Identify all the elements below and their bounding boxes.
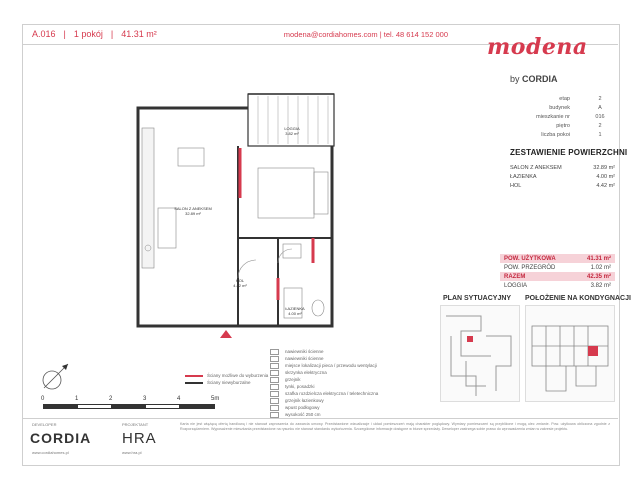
detail-label: piętro: [556, 122, 570, 129]
compass-icon: [38, 358, 74, 394]
project-url[interactable]: www.hra.pl: [122, 450, 142, 455]
room-areas: [510, 163, 615, 190]
salon-area: 32.89 m²: [185, 211, 201, 216]
table: [178, 148, 204, 166]
summary-title: ZESTAWIENIE POWIERZCHNI: [510, 148, 628, 157]
door-swing: [278, 249, 292, 263]
hol-name: HOL: [235, 278, 245, 283]
detail-row: [500, 103, 610, 112]
detail-value: 016: [595, 113, 605, 120]
room-name: SALON Z ANEKSEM: [510, 164, 562, 171]
legend-swatch: [270, 363, 279, 369]
total-label: RAZEM: [504, 273, 526, 280]
legend-label: grzejnik łazienkowy: [285, 398, 324, 403]
legend-row: [270, 411, 378, 418]
legend-label: grzejnik: [285, 377, 301, 382]
room-label-hol: [225, 278, 255, 288]
detail-value: 1: [598, 131, 602, 138]
separator: |: [110, 29, 114, 39]
total-label: LOGGIA: [504, 282, 528, 289]
hra-logo: HRA: [122, 430, 157, 447]
legend-row: [270, 355, 378, 362]
wall-legend: [185, 372, 268, 386]
room-area: 4.42 m²: [596, 182, 615, 189]
total-row: [500, 272, 615, 281]
room-label-loggia: [272, 126, 312, 136]
salon-name: SALON Z ANEKSEM: [174, 206, 212, 211]
floor-position-map: [525, 305, 615, 402]
situational-plan-map: [440, 305, 520, 402]
building-marker: [467, 336, 473, 342]
wall-legend-label: Ściany możliwe do wyburzenia: [207, 373, 269, 378]
washbasin: [283, 244, 301, 258]
legend-label: wysokość 250 cm: [285, 412, 321, 417]
wall-legend-swatch: [185, 382, 203, 384]
footer-divider: [22, 418, 618, 419]
wall-legend-row: [185, 372, 268, 379]
scale-tick: 5m: [211, 396, 220, 402]
detail-value: 2: [598, 122, 602, 129]
apartment-details: [500, 94, 610, 139]
scale-segment: [179, 404, 215, 409]
legend-label: nawiewniki ścienne: [285, 356, 324, 361]
rooms-label: 1 pokój: [73, 29, 103, 39]
legend-label: nawiewniki ścienne: [285, 349, 324, 354]
legend-swatch: [270, 370, 279, 376]
separator: |: [63, 29, 66, 39]
legend-label: miejsce lokalizacji pieca / przewodu wentylacji: [285, 363, 377, 368]
total-value: 41.31 m²: [586, 255, 611, 262]
toilet: [312, 300, 324, 316]
legend-row: [270, 404, 378, 411]
apartment-marker: [588, 346, 598, 356]
detail-label: budynek: [549, 104, 570, 111]
symbol-legend: [270, 348, 378, 418]
floor-plan: [128, 88, 348, 338]
detail-row: [500, 121, 610, 130]
detail-value: 2: [598, 95, 602, 102]
loggia-outline: [248, 94, 334, 146]
room-label-salon: [168, 206, 218, 216]
disclaimer-text: Karta nie jest wiążącą ofertą handlową i nie stanowi zaproszenia do zawarcia umowy. Przedstawione wizualizacje i układ pomieszczeń mają charakter poglądowy. Wymiary pomieszczeń są przybliżone i mogą ulec zmianie. Pow. użytkowa obliczona zgodnie z Rozporządzeniem. Wyposażenie mieszkania przedstawione na rysunku nie stanowi standardu wykończenia. Szczegółowe informacje dostępne w biurze sprzedaży. Deweloper zastrzega sobie prawo do wprowadzenia zmian w zakresie projektu.: [180, 422, 610, 431]
modena-logo: modena: [487, 34, 588, 60]
legend-label: tynki, posadzki: [285, 384, 315, 389]
legend-label: skrzynka elektryczna: [285, 370, 327, 375]
detail-label: etap: [559, 95, 570, 102]
kitchen-counter: [142, 128, 154, 268]
legend-row: [270, 348, 378, 355]
entrance-arrow: [220, 330, 232, 338]
room-row: [510, 163, 615, 172]
floor-position-title: POŁOŻENIE NA KONDYGNACJI: [525, 295, 631, 302]
total-row: [500, 281, 615, 290]
scale-segment: [145, 404, 181, 409]
legend-swatch: [270, 377, 279, 383]
area-totals: [500, 254, 615, 290]
scale-segment: [111, 404, 147, 409]
room-name: ŁAZIENKA: [510, 173, 537, 180]
room-label-lazienka: [280, 306, 310, 316]
lazienka-area: 4.00 m²: [288, 311, 302, 316]
situational-plan-title: PLAN SYTUACYJNY: [443, 295, 512, 302]
legend-swatch: [270, 398, 279, 404]
project-label: PROJEKTANT: [122, 422, 149, 427]
detail-row: [500, 130, 610, 139]
scale-tick: 1: [75, 396, 79, 402]
legend-row: [270, 397, 378, 404]
loggia-area: 3.82 m²: [285, 131, 299, 136]
total-value: 42.35 m²: [586, 273, 611, 280]
room-area: 4.00 m²: [596, 173, 615, 180]
bed: [258, 168, 314, 218]
legend-row: [270, 369, 378, 376]
room-row: [510, 172, 615, 181]
scale-segment: [77, 404, 113, 409]
wardrobe: [314, 172, 328, 214]
wall-legend-swatch: [185, 375, 203, 377]
total-value: 1.02 m²: [590, 264, 611, 271]
legend-swatch: [270, 384, 279, 390]
legend-swatch: [270, 391, 279, 397]
room-row: [510, 181, 615, 190]
total-row: [500, 254, 615, 263]
scale-bar: [41, 396, 220, 416]
area-label: 41.31 m²: [121, 29, 157, 39]
cordia-brand: CORDIA: [522, 74, 558, 84]
developer-url[interactable]: www.cordiahomes.pl: [32, 450, 69, 455]
detail-label: liczba pokoi: [541, 131, 570, 138]
scale-tick: 2: [109, 396, 113, 402]
scale-tick: 3: [143, 396, 147, 402]
room-area: 32.89 m²: [593, 164, 615, 171]
legend-row: [270, 383, 378, 390]
lazienka-name: ŁAZIENKA: [285, 306, 305, 311]
developer-label: DEVELOPER: [32, 422, 57, 427]
legend-swatch: [270, 356, 279, 362]
scale-segment: [43, 404, 79, 409]
total-row: [500, 263, 615, 272]
scale-tick: 4: [177, 396, 181, 402]
legend-row: [270, 376, 378, 383]
hol-area: 4.42 m²: [233, 283, 247, 288]
legend-swatch: [270, 412, 279, 418]
loggia-name: LOGGIA: [284, 126, 300, 131]
apartment-code: A.016: [32, 29, 56, 39]
legend-row: [270, 390, 378, 397]
legend-swatch: [270, 349, 279, 355]
scale-tick: 0: [41, 396, 45, 402]
legend-row: [270, 362, 378, 369]
detail-label: mieszkanie nr: [536, 113, 570, 120]
total-label: POW. UŻYTKOWA: [504, 255, 556, 262]
contact-info[interactable]: modena@cordiahomes.com | tel. 48 614 152 000: [283, 29, 448, 39]
total-label: POW. PRZEGRÓD: [504, 264, 556, 271]
by-label: by: [510, 74, 520, 84]
legend-label: szafka rozdzielcza elektryczna / teletechniczna: [285, 391, 379, 396]
detail-row: [500, 94, 610, 103]
room-name: HOL: [510, 182, 522, 189]
wall-legend-row: [185, 379, 268, 386]
detail-value: A: [598, 104, 602, 111]
wall-legend-label: Ściany niewyburzalne: [207, 380, 251, 385]
cordia-logo-text: CORDIA: [30, 430, 92, 446]
legend-swatch: [270, 405, 279, 411]
total-value: 3.82 m²: [590, 282, 611, 289]
brand-byline: [510, 74, 558, 84]
detail-row: [500, 112, 610, 121]
cordia-logo: [30, 430, 91, 446]
legend-label: wpust podłogowy: [285, 405, 320, 410]
door-swing: [238, 260, 256, 278]
